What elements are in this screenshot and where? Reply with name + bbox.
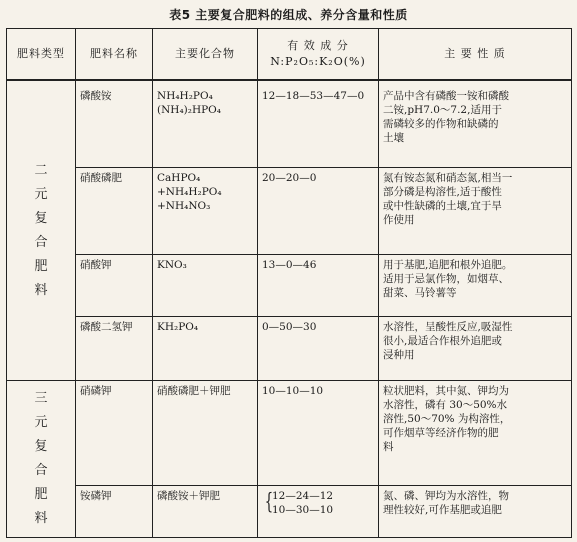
group-type-ternary: [7, 381, 76, 538]
cell-ratio: 0—50—30: [258, 317, 379, 381]
cell-name: 铵磷钾: [76, 486, 153, 538]
header-ratio-line2: N:P₂O₅:K₂O(%): [270, 55, 366, 68]
cell-compound: 硝酸磷肥＋钾肥: [153, 381, 258, 486]
table-row: [7, 254, 572, 316]
cell-name: 硝磷钾: [76, 381, 153, 486]
cell-name: 硝酸钾: [76, 254, 153, 316]
cell-property: 氮有铵态氮和硝态氮,相当一 部分磷是构溶性,适于酸性 或中性缺磷的土壤,宜于旱 作使用: [379, 167, 572, 254]
header-compound: 主要化合物: [153, 29, 258, 81]
cell-compound: NH₄H₂PO₄ (NH₄)₂HPO₄: [153, 80, 258, 167]
table-row: [7, 167, 572, 254]
cell-property: 产品中含有磷酸一铵和磷酸 二铵,pH7.0～7.2,适用于 需磷较多的作物和缺磷的 土壤: [379, 80, 572, 167]
cell-compound: KNO₃: [153, 254, 258, 316]
cell-name: 磷酸铵: [76, 80, 153, 167]
table-caption: 表5 主要复合肥料的组成、养分含量和性质: [169, 8, 408, 22]
cell-property: 水溶性，呈酸性反应,吸湿性 很小,最适合作根外追肥或 浸种用: [379, 317, 572, 381]
header-ratio: [258, 29, 379, 81]
cell-property: 粒状肥料，其中氮、钾均为 水溶性，磷有 30～50%水 溶性,50～70% 为构溶性， 可作烟草等经济作物的肥 料: [379, 381, 572, 486]
header-type: 肥料类型: [7, 29, 76, 81]
cell-name: 硝酸磷肥: [76, 167, 153, 254]
cell-compound: KH₂PO₄: [153, 317, 258, 381]
table-row: [7, 486, 572, 538]
table-row: [7, 80, 572, 167]
fertilizer-table: [6, 28, 572, 538]
cell-compound: 磷酸铵＋钾肥: [153, 486, 258, 538]
cell-ratio: 12—18—53—47—0: [258, 80, 379, 167]
ratio-brace-group: { 12—24—12 10—30—10: [264, 490, 334, 517]
table-header-row: [7, 29, 572, 81]
cell-ratio: 10—10—10: [258, 381, 379, 486]
header-name: 肥料名称: [76, 29, 153, 81]
group-type-label: 二 元 复 合 肥 料: [34, 162, 48, 298]
header-property: 主 要 性 质: [379, 29, 572, 81]
cell-property: 氮、磷、钾均为水溶性，物 理性较好,可作基肥或追肥: [379, 486, 572, 538]
group-type-binary: [7, 80, 76, 381]
cell-ratio: [258, 486, 379, 538]
header-ratio-line1: 有 效 成 分: [287, 39, 349, 52]
brace-icon: {: [264, 490, 274, 516]
group-type-label: 三 元 复 合 肥 料: [34, 391, 48, 527]
table-row: [7, 317, 572, 381]
cell-compound: CaHPO₄ +NH₄H₂PO₄ +NH₄NO₃: [153, 167, 258, 254]
cell-property: 用于基肥,追肥和根外追肥。 适用于忌氯作物，如烟草、 甜菜、马铃薯等: [379, 254, 572, 316]
cell-ratio: 13—0—46: [258, 254, 379, 316]
cell-ratio: 20—20—0: [258, 167, 379, 254]
cell-name: 磷酸二氢钾: [76, 317, 153, 381]
table-row: [7, 381, 572, 486]
